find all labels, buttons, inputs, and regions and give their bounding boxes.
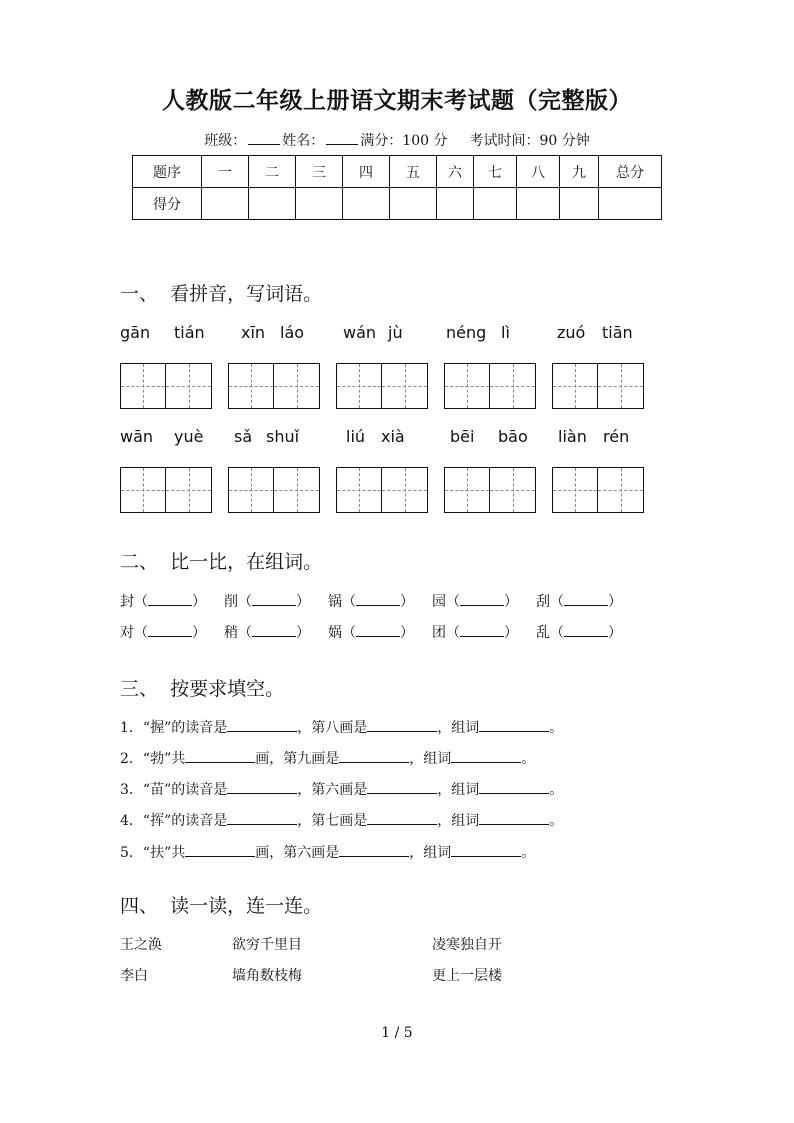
pinyin-syllable: shuǐ	[266, 427, 300, 446]
compare-char: 对	[120, 625, 134, 641]
compare-char: 刮	[536, 594, 550, 610]
match-line[interactable]: 凌寒独自开	[432, 937, 502, 953]
compare-row-1	[120, 591, 640, 611]
score-table-header-row	[133, 156, 662, 188]
score-table-score-row	[133, 188, 662, 220]
exam-time-text: 考试时间：90 分钟	[469, 133, 590, 149]
pinyin-syllable: rén	[603, 427, 630, 446]
answer-blank[interactable]	[451, 845, 521, 857]
pinyin-syllable: xià	[381, 427, 405, 446]
pinyin-syllable: néng	[446, 323, 487, 342]
compare-item: 乱（ ）	[536, 625, 622, 641]
score-cell[interactable]	[390, 188, 437, 220]
page-title: 人教版二年级上册语文期末考试题（完整版）	[162, 87, 632, 114]
compare-row-2	[120, 622, 640, 642]
writing-grid[interactable]	[120, 363, 212, 409]
writing-grid[interactable]	[228, 467, 320, 513]
fill-question: 2．“勃”共 画，第九画是 ，组词 。	[120, 751, 536, 767]
match-poet[interactable]: 李白	[120, 968, 148, 984]
answer-blank[interactable]	[367, 720, 437, 732]
score-header-cell: 六	[437, 156, 474, 188]
compare-item: 锅（ ）	[328, 594, 414, 610]
compare-char: 园	[432, 594, 446, 610]
answer-blank[interactable]	[185, 751, 255, 763]
score-header-cell: 总分	[599, 156, 662, 188]
answer-blank[interactable]	[227, 813, 297, 825]
pinyin-syllable: liàn	[558, 427, 587, 446]
fill-question: 5．“扶”共 画，第六画是 ，组词 。	[120, 845, 536, 861]
score-cell[interactable]	[296, 188, 343, 220]
compare-blank[interactable]	[356, 594, 400, 606]
answer-blank[interactable]	[227, 782, 297, 794]
pinyin-syllable: yuè	[174, 427, 204, 446]
writing-grid[interactable]	[552, 467, 644, 513]
pinyin-syllable: tiān	[602, 323, 633, 342]
compare-blank[interactable]	[356, 625, 400, 637]
answer-blank[interactable]	[185, 845, 255, 857]
score-header-cell: 七	[474, 156, 517, 188]
class-blank[interactable]	[248, 132, 280, 145]
pinyin-syllable: liú	[346, 427, 366, 446]
fill-question: 1．“握”的读音是 ，第八画是 ，组词 。	[120, 720, 564, 736]
pinyin-syllable: lì	[501, 323, 510, 342]
name-blank[interactable]	[326, 132, 358, 145]
answer-blank[interactable]	[479, 782, 549, 794]
section-2-number: 二、	[120, 551, 159, 573]
section-4-number: 四、	[120, 895, 159, 917]
answer-blank[interactable]	[479, 720, 549, 732]
fill-question: 3．“苗”的读音是 ，第六画是 ，组词 。	[120, 782, 564, 798]
match-line[interactable]: 欲穷千里目	[232, 937, 302, 953]
writing-grid[interactable]	[120, 467, 212, 513]
student-info-line	[0, 130, 794, 150]
match-poet[interactable]: 王之涣	[120, 937, 162, 953]
compare-blank[interactable]	[148, 594, 192, 606]
writing-grid[interactable]	[336, 363, 428, 409]
answer-blank[interactable]	[479, 813, 549, 825]
compare-item: 娲（ ）	[328, 625, 414, 641]
compare-blank[interactable]	[564, 625, 608, 637]
compare-item: 封（ ）	[120, 594, 206, 610]
match-line[interactable]: 更上一层楼	[432, 968, 502, 984]
answer-blank[interactable]	[339, 845, 409, 857]
section-3-heading	[120, 674, 284, 701]
pinyin-syllable: láo	[280, 323, 305, 342]
compare-char: 削	[224, 594, 238, 610]
score-table	[132, 155, 662, 220]
compare-item: 刮（ ）	[536, 594, 622, 610]
pinyin-syllable: wán	[343, 323, 377, 342]
pinyin-syllable: sǎ	[234, 427, 253, 446]
fill-question: 4．“挥”的读音是 ，第七画是 ，组词 。	[120, 813, 564, 829]
score-cell[interactable]	[560, 188, 599, 220]
score-cell[interactable]	[474, 188, 517, 220]
score-header-cell: 八	[517, 156, 560, 188]
pinyin-syllable: wān	[120, 427, 154, 446]
compare-item: 团（ ）	[432, 625, 518, 641]
compare-blank[interactable]	[252, 625, 296, 637]
compare-char: 乱	[536, 625, 550, 641]
score-header-cell: 一	[202, 156, 249, 188]
pinyin-syllable: bēi	[450, 427, 475, 446]
answer-blank[interactable]	[367, 782, 437, 794]
compare-blank[interactable]	[148, 625, 192, 637]
score-header-cell: 三	[296, 156, 343, 188]
answer-blank[interactable]	[451, 751, 521, 763]
compare-item: 对（ ）	[120, 625, 206, 641]
compare-char: 封	[120, 594, 134, 610]
compare-blank[interactable]	[460, 625, 504, 637]
compare-item: 稍（ ）	[224, 625, 310, 641]
pinyin-syllable: bāo	[498, 427, 528, 446]
section-1-title: 看拼音，写词语。	[170, 283, 323, 305]
compare-item: 园（ ）	[432, 594, 518, 610]
score-header-cell: 五	[390, 156, 437, 188]
match-line[interactable]: 墙角数枝梅	[232, 968, 302, 984]
answer-blank[interactable]	[339, 751, 409, 763]
answer-blank[interactable]	[227, 720, 297, 732]
pinyin-syllable: xīn	[241, 323, 266, 342]
compare-blank[interactable]	[252, 594, 296, 606]
writing-grid[interactable]	[444, 467, 536, 513]
compare-char: 稍	[224, 625, 238, 641]
score-cell[interactable]	[599, 188, 662, 220]
compare-char: 娲	[328, 625, 342, 641]
class-label: 班级：	[204, 133, 247, 149]
score-header-cell: 二	[249, 156, 296, 188]
compare-blank[interactable]	[564, 594, 608, 606]
compare-char: 锅	[328, 594, 342, 610]
page-number: 1 / 5	[381, 1025, 413, 1041]
score-header-cell: 题序	[133, 156, 202, 188]
section-2-title: 比一比，在组词。	[170, 551, 323, 573]
section-3-title: 按要求填空。	[170, 678, 285, 700]
writing-grid[interactable]	[444, 363, 536, 409]
pinyin-syllable: zuó	[557, 323, 586, 342]
writing-grid[interactable]	[552, 363, 644, 409]
section-1-number: 一、	[120, 283, 159, 305]
score-cell[interactable]	[437, 188, 474, 220]
score-cell[interactable]	[517, 188, 560, 220]
pinyin-syllable: jù	[388, 323, 403, 342]
compare-char: 团	[432, 625, 446, 641]
name-label: 姓名：	[282, 133, 325, 149]
score-cell[interactable]	[343, 188, 390, 220]
compare-item: 削（ ）	[224, 594, 310, 610]
pinyin-syllable: gān	[120, 323, 151, 342]
pinyin-syllable: tián	[174, 323, 205, 342]
section-2-heading	[120, 547, 322, 574]
writing-grid[interactable]	[336, 467, 428, 513]
writing-grid[interactable]	[228, 363, 320, 409]
section-1-heading	[120, 279, 322, 306]
section-4-heading	[120, 891, 322, 918]
score-header-cell: 九	[560, 156, 599, 188]
section-3-number: 三、	[120, 678, 159, 700]
compare-blank[interactable]	[460, 594, 504, 606]
score-cell[interactable]	[249, 188, 296, 220]
score-cell[interactable]	[202, 188, 249, 220]
score-header-cell: 四	[343, 156, 390, 188]
full-score-text: 满分：100 分	[360, 133, 448, 149]
section-4-title: 读一读，连一连。	[170, 895, 323, 917]
score-row-label: 得分	[133, 188, 202, 220]
answer-blank[interactable]	[367, 813, 437, 825]
